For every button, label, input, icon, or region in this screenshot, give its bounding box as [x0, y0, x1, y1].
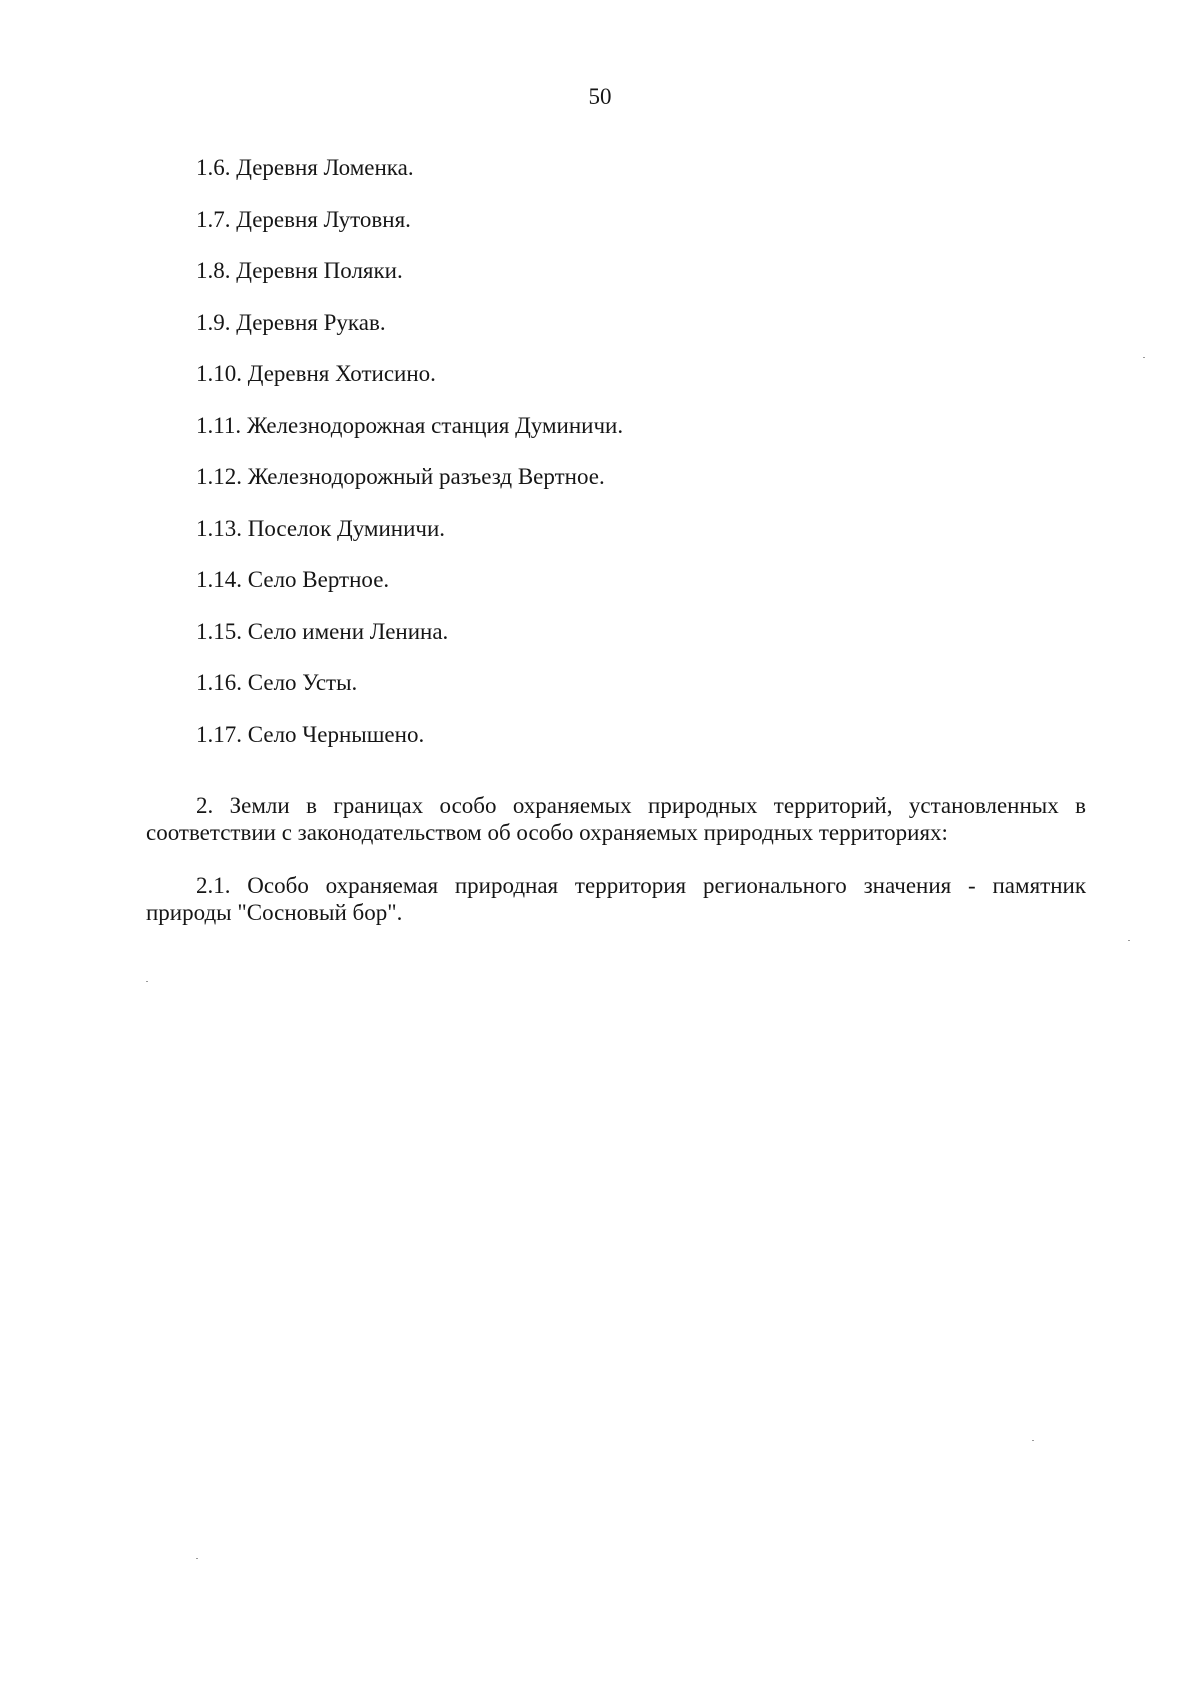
list-item: 1.17. Село Чернышено.	[196, 721, 425, 747]
page-number: 50	[588, 84, 612, 109]
list-item: 1.8. Деревня Поляки.	[196, 258, 403, 283]
list-item: 1.10. Деревня Хотисино.	[196, 361, 436, 386]
paragraph-natural-monument: 2.1. Особо охраняемая природная территория регионального значения - памятник природы "Сосновый бор".	[146, 873, 1086, 925]
scan-speck	[1032, 1440, 1034, 1441]
list-item: 1.13. Поселок Думиничи.	[196, 515, 446, 541]
settlement-list	[196, 153, 1096, 771]
list-item: 1.6. Деревня Ломенка.	[196, 155, 414, 180]
list-item: 1.15. Село имени Ленина.	[196, 618, 449, 644]
list-item: 1.12. Железнодорожный разъезд Вертное.	[196, 464, 605, 489]
scan-speck	[196, 1558, 198, 1559]
list-item: 1.11. Железнодорожная станция Думиничи.	[196, 412, 624, 438]
scan-speck	[146, 981, 148, 982]
list-item: 1.7. Деревня Лутовня.	[196, 206, 411, 232]
list-item: 1.16. Село Усты.	[196, 670, 358, 695]
scan-speck	[1143, 357, 1145, 358]
scan-speck	[1128, 940, 1130, 941]
paragraph-protected-lands: 2. Земли в границах особо охраняемых природных территорий, установленных в соответствии с законодательством об особо охраняемых природных территориях:	[146, 793, 1086, 845]
list-item: 1.14. Село Вертное.	[196, 567, 390, 592]
list-item: 1.9. Деревня Рукав.	[196, 309, 386, 335]
